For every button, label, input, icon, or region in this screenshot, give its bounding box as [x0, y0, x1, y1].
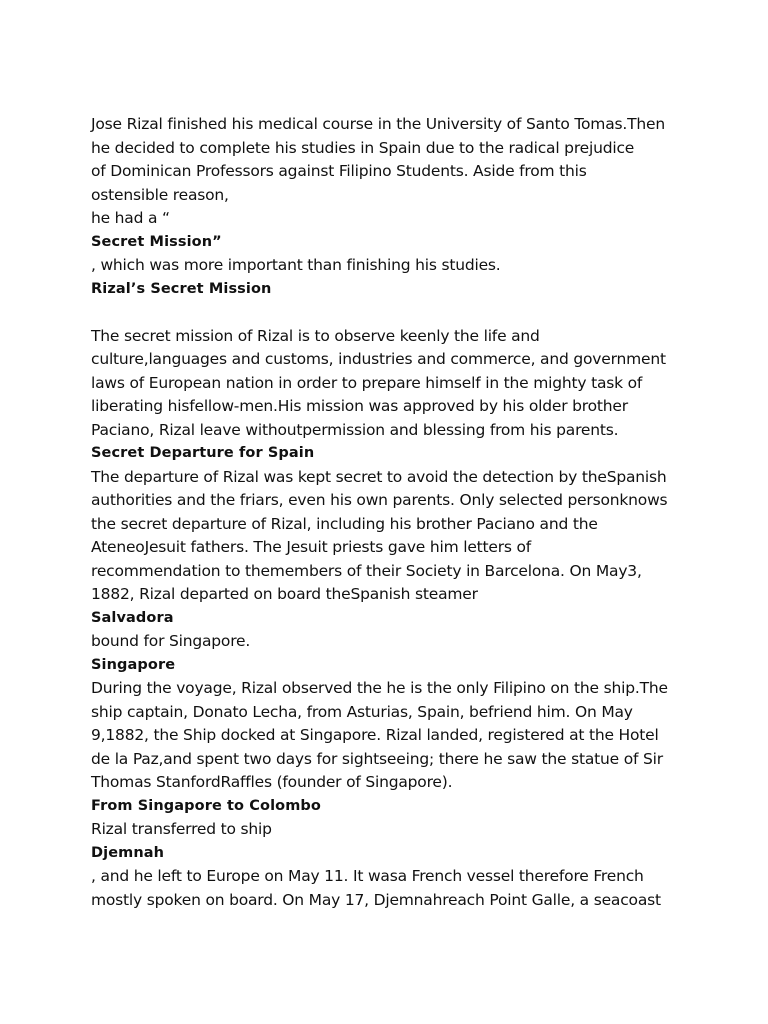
text-line: the secret departure of Rizal, including his brother Paciano and the: [91, 514, 598, 533]
text-line: of Dominican Professors against Filipino Students. Aside from this: [91, 162, 587, 180]
singapore-heading: Singapore: [91, 656, 176, 673]
text-line: recommendation to themembers of their Society in Barcelona. On May3,: [91, 561, 642, 580]
blank-line: [91, 301, 701, 325]
text-line: , which was more important than finishing his studies.: [91, 256, 501, 274]
text-line: Jose Rizal finished his medical course in the University of Santo Tomas.Then: [91, 115, 665, 133]
text-line: The departure of Rizal was kept secret to avoid the detection by theSpanish: [91, 467, 667, 486]
text-line: The secret mission of Rizal is to observe keenly the life and: [91, 326, 540, 345]
text-line: liberating hisfellow-men.His mission was approved by his older brother: [91, 397, 628, 415]
text-line: , and he left to Europe on May 11. It wasa French vessel therefore French: [91, 867, 644, 885]
text-line: Paciano, Rizal leave withoutpermission and blessing from his parents.: [91, 420, 619, 439]
rizal-secret-mission-heading: Rizal’s Secret Mission: [91, 280, 272, 297]
text-line: ostensible reason,: [91, 185, 229, 204]
text-line: Rizal transferred to ship: [91, 820, 272, 838]
text-line: AteneoJesuit fathers. The Jesuit priests gave him letters of: [91, 538, 532, 556]
document-body: [91, 113, 701, 912]
text-line: ship captain, Donato Lecha, from Asturias, Spain, befriend him. On May: [91, 702, 633, 721]
text-line: Thomas StanfordRaffles (founder of Singapore).: [91, 773, 453, 791]
colombo-heading: From Singapore to Colombo: [91, 797, 321, 814]
text-line: mostly spoken on board. On May 17, Djemnahreach Point Galle, a seacoast: [91, 890, 661, 909]
text-line: 9,1882, the Ship docked at Singapore. Rizal landed, registered at the Hotel: [91, 726, 659, 744]
ship-name-djemnah: Djemnah: [91, 844, 165, 861]
text-line: laws of European nation in order to prepare himself in the mighty task of: [91, 373, 643, 392]
text-line: bound for Singapore.: [91, 632, 251, 650]
text-line: 1882, Rizal departed on board theSpanish steamer: [91, 585, 478, 603]
departure-heading: Secret Departure for Spain: [91, 445, 315, 461]
text-line: authorities and the friars, even his own parents. Only selected personknows: [91, 491, 668, 509]
text-line: During the voyage, Rizal observed the he is the only Filipino on the ship.The: [91, 679, 668, 697]
text-line: he had a “: [91, 209, 170, 227]
ship-name-salvadora: Salvadora: [91, 609, 174, 626]
text-line: culture,languages and customs, industries and commerce, and government: [91, 350, 666, 368]
text-line: he decided to complete his studies in Spain due to the radical prejudice: [91, 138, 635, 157]
text-line: de la Paz,and spent two days for sightseeing; there he saw the statue of Sir: [91, 749, 663, 768]
secret-mission-heading: Secret Mission”: [91, 233, 222, 250]
